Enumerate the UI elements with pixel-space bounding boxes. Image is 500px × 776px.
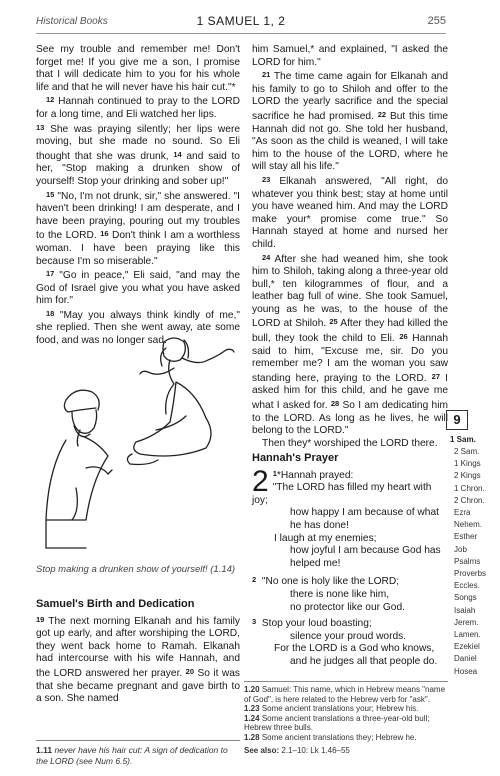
book-tab[interactable]: Daniel [454,654,477,664]
verse-19-20: 19 The next morning Elkanah and his family got up early, and after worshiping the LORD, they went back home to Ramah. Elkanah had intercourse with his wife Hannah, and the LORD answered her prayer. 20 So it was that she became pregnant and gave birth to a son. She named [36,614,240,705]
book-tab[interactable]: Songs [454,593,477,603]
paragraph: See my trouble and remember me! Don't forget me! If you give me a son, I promise that I will dedicate him to you for his whole life and that he will never have his hair cut."* [36,44,240,93]
chapter-number: 2 [252,464,269,498]
footnote-1-11: 1.11 never have his hair cut: A sign of dedication to the LORD (see Num 6.5). [36,740,240,766]
chapter-title: 1 SAMUEL 1, 2 [196,14,286,28]
footnotes-block [244,681,448,755]
book-tab[interactable]: 2 Chron. [454,495,485,505]
illustration-eli-and-hannah [36,318,240,550]
book-tab[interactable]: Nehem. [454,520,483,530]
current-book-label: 1 Sam. [450,435,476,444]
poem-verse-3: 3 Stop your loud boasting; silence your proud words. For the LORD is a God who knows, and he judges all that people do. [252,617,438,667]
book-tab[interactable]: Ezra [454,508,471,518]
section-hannahs-prayer [252,452,448,669]
right-column-text [252,44,448,450]
footnote: 1.24 Some ancient translations a three-year-old bull; Hebrew three bulls. [244,713,430,733]
closing-line: Then they* worshiped the LORD there. [262,437,438,449]
section-heading: Hannah's Prayer [252,452,339,464]
verse-15-16: 15 "No, I'm not drunk, sir," she answered. "I haven't been drinking! I am desperate, and I have been praying, pouring out my troubles to the LORD. 16 Don't think I am a worthless woman. I have been praying like this because I'm so miserable." [36,189,240,267]
book-tab[interactable]: Isaiah [454,605,476,615]
poem-verse-2: 2 "No one is holy like the LORD; there is none like him, no protector like our God. [252,575,405,613]
running-header [36,6,446,34]
paragraph: him Samuel,* and explained, "I asked the LORD for him." [252,44,448,68]
book-tab[interactable]: Job [454,544,467,554]
book-tab[interactable]: Hosea [454,666,478,676]
book-tab[interactable]: Esther [454,532,478,542]
footnote: 1.28 Some ancient translations they; Hebrew he. [244,732,417,742]
book-tab[interactable]: 2 Sam. [454,447,480,456]
chapter-tab-badge[interactable]: 9 [446,410,468,430]
verse-24-28: 24 After she had weaned him, she took him to Shiloh, taking along a three-year old bull,* ten kilogrammes of flour, and a leather bag full of wine. She took Samuel, young as he was, to the house of the LORD at Shiloh. 25 After they had killed the bull, they took the child to Eli. 26 Hannah said to him, "Excuse me, sir. Do you remember me? I am the woman you saw standing here, praying to the LORD. 27 I asked him for this child, and he gave me what I asked for. 28 So I am dedicating him to the LORD. As long as he lives, he will belong to the LORD." [252,252,448,437]
section-heading: Samuel's Birth and Dedication [36,598,195,610]
page-number: 255 [427,15,446,27]
book-tab[interactable]: Psalms [454,556,481,566]
verse-13-14: 13 She was praying silently; her lips were moving, but she made no sound. So Eli thought that she was drunk, 14 and said to her, "Stop making a drunken show of yourself! Stop your drinking and sober up!" [36,122,240,187]
book-tab[interactable]: Ezekiel [454,642,480,652]
book-tab[interactable]: Jerem. [454,617,479,627]
book-index-sidebar [448,446,500,678]
verse-21-22: 21 The time came again for Elkanah and his family to go to Shiloh and offer to the LORD the yearly sacrifice and the special sacrifice he had promised. 22 But this time Hannah did not go. She told her husband, "As soon as the child is weaned, I will take him to the house of the LORD, where he will stay all his life." [252,70,448,173]
verse-17: 17 "Go in peace," Eli said, "and may the God of Israel give you what you have asked him for." [36,269,240,307]
section-samuels-birth [36,598,240,706]
book-tab[interactable]: Eccles. [454,581,480,591]
left-column-text [36,44,240,348]
book-tab[interactable]: 1 Chron. [454,483,485,493]
footnote: 1.23 Some ancient translations your; Hebrew his. [244,704,419,714]
illustration-caption: Stop making a drunken show of yourself! (1.14) [36,564,236,575]
book-tab[interactable]: 1 Kings [454,459,481,469]
verse-12: 12 Hannah continued to pray to the LORD for a long time, and Eli watched her lips. [36,95,240,120]
poem-verse-1: 2 1*Hannah prayed: "The LORD has filled my heart with joy; how happy I am because of what he has done! I laugh at my enemies; how joyful I am because God has helped me! [252,464,441,569]
book-tab[interactable]: Proverbs [454,569,487,579]
footnote: 1.20 Samuel: This name, which in Hebrew means "name of God", is here related to the Hebrew verb for "ask". [244,685,446,704]
see-also: See also: 2.1–10: Lk 1.46–55 [244,745,350,755]
book-section-label: Historical Books [36,16,108,27]
book-tab[interactable]: Lamen. [454,630,481,640]
book-tab[interactable]: 2 Kings [454,471,481,481]
verse-18: 18 "May you always think kindly of me," she replied. Then she went away, ate some food, and was no longer sad. [36,308,240,347]
verse-23: 23 Elkanah answered, "All right, do whatever you think best; stay at home until you have weaned him. And may the LORD make your* promise come true." So Hannah stayed at home and nursed her child. [252,174,448,250]
